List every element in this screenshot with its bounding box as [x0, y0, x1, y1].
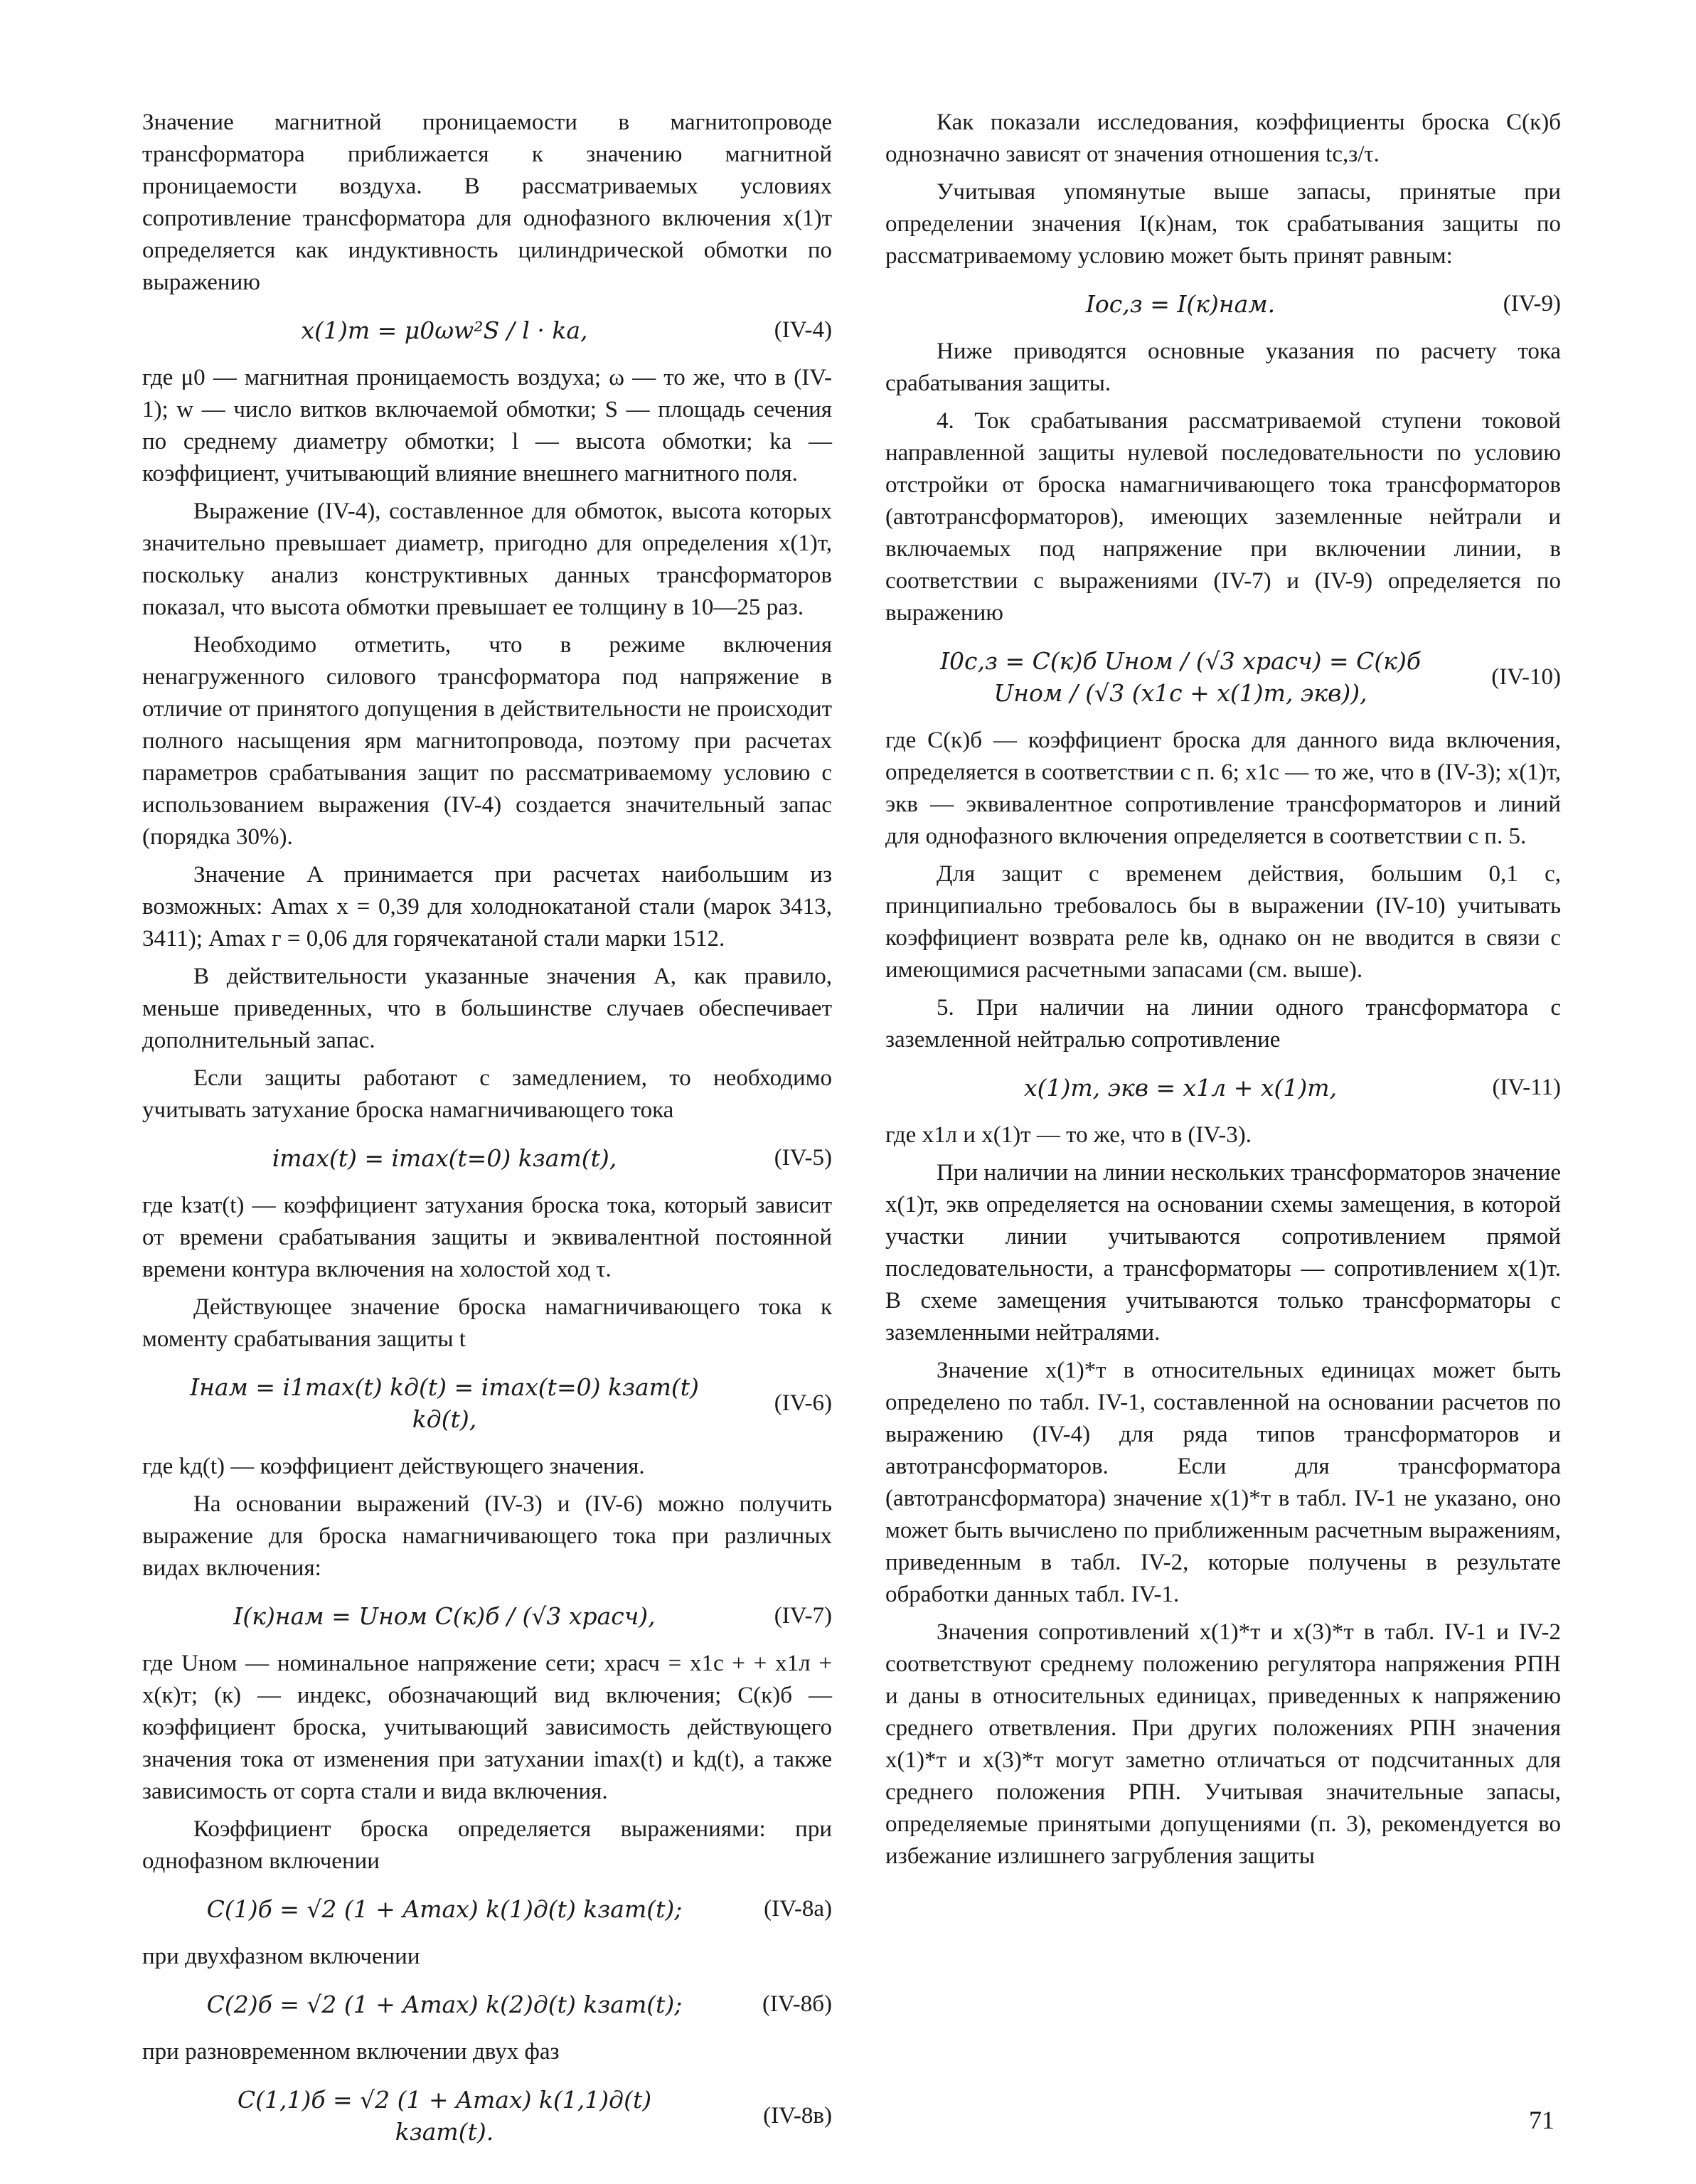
formula	[142, 1988, 832, 2020]
paragraph: Действующее значение броска намагничивающего тока к моменту срабатывания защиты t	[142, 1294, 832, 1352]
paragraph: при двухфазном включении	[142, 1944, 420, 1969]
formula	[142, 314, 832, 346]
paragraph: Значение x(1)*т в относительных единицах может быть определено по табл. IV-1, составленной на основании расчетов по выражению (IV-4) для ряда типов трансформаторов и автотрансформаторов. Если для трансформатора (автотрансформатора) значение x(1)*т в табл. IV-1 не указано, оно может быть вычислено по приближенным расчетным выражениям, приведенным в табл. IV-2, которые получены в результате обработки данных табл. IV-1.	[885, 1358, 1561, 1607]
formula-expression: Iнам = i1max(t) kд(t) = imax(t=0) kзат(t) kд(t),	[190, 1373, 699, 1433]
paragraph: Значения сопротивлений x(1)*т и x(3)*т в табл. IV-1 и IV-2 соответствуют среднему положению регулятора напряжения РПН и даны в относительных единицах, приведенных к напряжению среднего ответвления. При других положениях РПН значения x(1)*т и x(3)*т могут заметно отличаться от подсчитанных для среднего положения РПН. Учитывая значительные запасы, определяемые принятыми допущениями (п. 3), рекомендуется во избежание излишнего загрубления защиты	[885, 1619, 1561, 1869]
paragraph: где μ0 — магнитная проницаемость воздуха; ω — то же, что в (IV-1); w — число витков включаемой обмотки; S — площадь сечения по среднему диаметру обмотки; l — высота обмотки; ka — коэффициент, учитывающий влияние внешнего магнитного поля.	[142, 365, 832, 486]
formula-number: (IV-10)	[1491, 664, 1561, 690]
formula	[885, 1072, 1561, 1104]
formula-number: (IV-8в)	[763, 2102, 832, 2129]
formula	[885, 645, 1561, 709]
paragraph: Выражение (IV-4), составленное для обмоток, высота которых значительно превышает диаметр, пригодно для определения x(1)т, поскольку анализ конструктивных данных трансформаторов показал, что высота обмотки превышает ее толщину в 10—25 раз.	[142, 499, 832, 620]
paragraph: Значение магнитной проницаемости в магнитопроводе трансформатора приближается к значению магнитной проницаемости воздуха. В рассматриваемых условиях сопротивление трансформатора для однофазного включения x(1)т определяется как индуктивность цилиндрической обмотки по выражению	[142, 110, 832, 295]
paragraph: Если защиты работают с замедлением, то необходимо учитывать затухание броска намагничивающего тока	[142, 1065, 832, 1123]
formula-expression: x(1)т, экв = x1л + x(1)т,	[1023, 1074, 1338, 1102]
paragraph: где x1л и x(1)т — то же, что в (IV-3).	[885, 1122, 1252, 1148]
formula-number: (IV-9)	[1503, 291, 1561, 316]
paragraph: Как показали исследования, коэффициенты броска C(к)б однозначно зависят от значения отношения tс,з/τ.	[885, 110, 1561, 167]
formula-expression: C(1)б = √2 (1 + Amax) k(1)д(t) kзат(t);	[206, 1895, 683, 1923]
left-column	[142, 107, 832, 2163]
formula-expression: C(2)б = √2 (1 + Amax) k(2)д(t) kзат(t);	[206, 1991, 683, 2018]
formula-expression: I0с,з = C(к)б Uном / (√3 xрасч) = C(к)б Uном / (√3 (x1с + x(1)т, экв)),	[939, 647, 1421, 707]
paragraph: 4. Ток срабатывания рассматриваемой ступени токовой направленной защиты нулевой последовательности по условию отстройки от броска намагничивающего тока трансформаторов (автотрансформаторов), имеющих заземленные нейтрали и включаемых под напряжение при включении линии, в соответствии с выражениями (IV-7) и (IV-9) определяется по выражению	[885, 408, 1561, 626]
paragraph: где C(к)б — коэффициент броска для данного вида включения, определяется в соответствии с п. 6; x1с — то же, что в (IV-3); x(1)т, экв — эквивалентное сопротивление трансформаторов и линий для однофазного включения определяется в соответствии с п. 5.	[885, 728, 1561, 849]
page-number: 71	[1529, 2106, 1554, 2134]
paragraph: Учитывая упомянутые выше запасы, принятые при определении значения I(к)нам, ток срабатывания защиты по рассматриваемому условию может быть принят равным:	[885, 179, 1561, 269]
formula-number: (IV-11)	[1492, 1075, 1561, 1100]
formula	[142, 1600, 832, 1632]
paragraph: На основании выражений (IV-3) и (IV-6) можно получить выражение для броска намагничивающего тока при различных видах включения:	[142, 1491, 832, 1581]
paragraph: Коэффициент броска определяется выражениями: при однофазном включении	[142, 1816, 832, 1874]
paragraph: 5. При наличии на линии одного трансформатора с заземленной нейтралью сопротивление	[885, 995, 1561, 1053]
formula	[142, 2084, 832, 2148]
paragraph: где Uном — номинальное напряжение сети; xрасч = x1с + + x1л + x(к)т; (к) — индекс, обозначающий вид включения; C(к)б — коэффициент броска, учитывающий зависимость действующего значения тока от изменения при затухании imax(t) и kд(t), а также зависимость от сорта стали и вида включения.	[142, 1651, 832, 1804]
formula-expression: I(к)нам = Uном C(к)б / (√3 xрасч),	[233, 1602, 656, 1630]
paragraph: при разновременном включении двух фаз	[142, 2039, 560, 2065]
formula-expression: x(1)т = μ0ωw²S / l · ka,	[301, 316, 588, 344]
formula	[142, 1371, 832, 1435]
formula	[142, 1142, 832, 1174]
paragraph: Для защит с временем действия, большим 0,1 с, принципиально требовалось бы в выражении (IV-10) учитывать коэффициент возврата реле kв, однако он не вводится в связи с имеющимися расчетными запасами (см. выше).	[885, 861, 1561, 983]
right-column	[885, 107, 1561, 1878]
formula-number: (IV-7)	[774, 1603, 832, 1629]
formula-number: (IV-8б)	[762, 1991, 832, 2017]
formula-expression: Iос,з = I(к)нам.	[1085, 290, 1276, 318]
formula-number: (IV-5)	[774, 1145, 832, 1171]
paragraph: Необходимо отметить, что в режиме включения ненагруженного силового трансформатора под напряжение в отличие от принятого допущения в действительности не происходит полного насыщения ярм магнитопровода, поэтому при расчетах параметров срабатывания защит по рассматриваемому условию с использованием выражения (IV-4) создается значительный запас (порядка 30%).	[142, 632, 832, 850]
paragraph: При наличии на линии нескольких трансформаторов значение x(1)т, экв определяется на основании схемы замещения, в которой участки линии учитываются сопротивлением прямой последовательности, а трансформаторы — сопротивлением x(1)т. В схеме замещения учитываются только трансформаторы с заземленными нейтралями.	[885, 1160, 1561, 1346]
formula-number: (IV-4)	[774, 317, 832, 343]
paragraph: Ниже приводятся основные указания по расчету тока срабатывания защиты.	[885, 339, 1561, 396]
formula-number: (IV-6)	[774, 1390, 832, 1416]
formula	[142, 1893, 832, 1925]
formula-number: (IV-8а)	[764, 1896, 832, 1922]
formula-expression: C(1,1)б = √2 (1 + Amax) k(1,1)д(t) kзат(t).	[237, 2086, 652, 2146]
formula-expression: imax(t) = imax(t=0) kзат(t),	[272, 1144, 617, 1172]
paragraph: где kд(t) — коэффициент действующего значения.	[142, 1454, 645, 1479]
formula	[885, 288, 1561, 320]
paragraph: где kзат(t) — коэффициент затухания броска тока, который зависит от времени срабатывания защиты и эквивалентной постоянной времени контура включения на холостой ход τ.	[142, 1193, 832, 1282]
paragraph: Значение A принимается при расчетах наибольшим из возможных: Amax х = 0,39 для холоднокатаной стали (марок 3413, 3411); Amax г = 0,06 для горячекатаной стали марки 1512.	[142, 862, 832, 952]
paragraph: В действительности указанные значения A, как правило, меньше приведенных, что в большинстве случаев обеспечивает дополнительный запас.	[142, 964, 832, 1053]
